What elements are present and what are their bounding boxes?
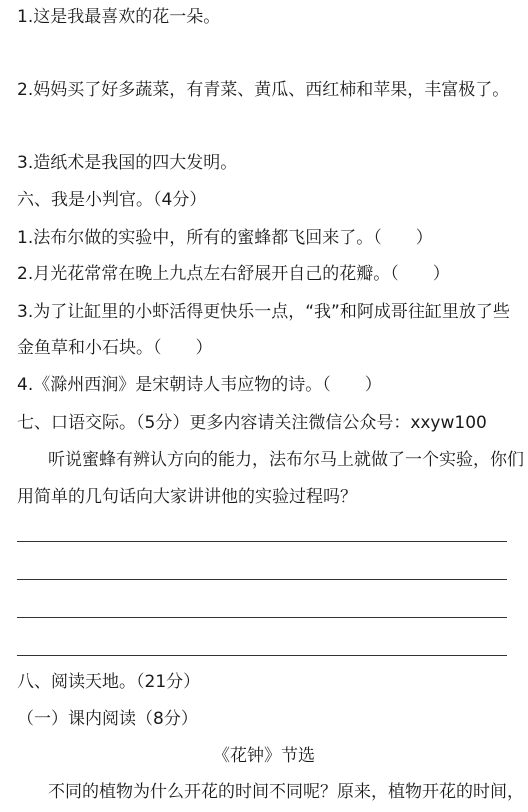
sentence-2: 2.妈妈买了好多蔬菜，有青菜、黄瓜、西红柿和苹果，丰富极了。 [17,80,510,100]
passage-title: 《花钟》节选 [213,746,315,766]
sentence-1: 1.这是我最喜欢的花一朵。 [17,7,221,27]
subsection-heading: （一）课内阅读（8分） [17,709,198,729]
judge-item-2: 2.月光花常常在晚上九点左右舒展开自己的花瓣。（ ） [17,264,450,284]
judge-item-4: 4.《滁州西涧》是宋朝诗人韦应物的诗。（ ） [17,375,382,395]
answer-line-3 [17,617,507,618]
sentence-3: 3.造纸术是我国的四大发明。 [17,153,238,173]
section-6-heading: 六、我是小判官。（4分） [17,190,207,210]
judge-item-1: 1.法布尔做的实验中，所有的蜜蜂都飞回来了。（ ） [17,228,433,248]
answer-line-2 [17,579,507,580]
prompt-paragraph-line-2: 用简单的几句话向大家讲讲他的实验过程吗？ [17,487,357,507]
judge-item-3-line-2: 金鱼草和小石块。（ ） [17,338,213,358]
answer-line-1 [17,541,507,542]
judge-item-3-line-1: 3.为了让缸里的小虾活得更快乐一点，“我”和阿成哥往缸里放了些 [17,302,510,322]
passage-line-1: 不同的植物为什么开花的时间不同呢？原来，植物开花的时间， [48,782,524,802]
prompt-paragraph-line-1: 听说蜜蜂有辨认方向的能力，法布尔马上就做了一个实验，你们 [48,450,524,470]
section-8-heading: 八、阅读天地。（21分） [17,672,201,692]
answer-line-4 [17,655,507,656]
section-7-heading: 七、口语交际。（5分）更多内容请关注微信公众号：xxyw100 [17,413,487,433]
